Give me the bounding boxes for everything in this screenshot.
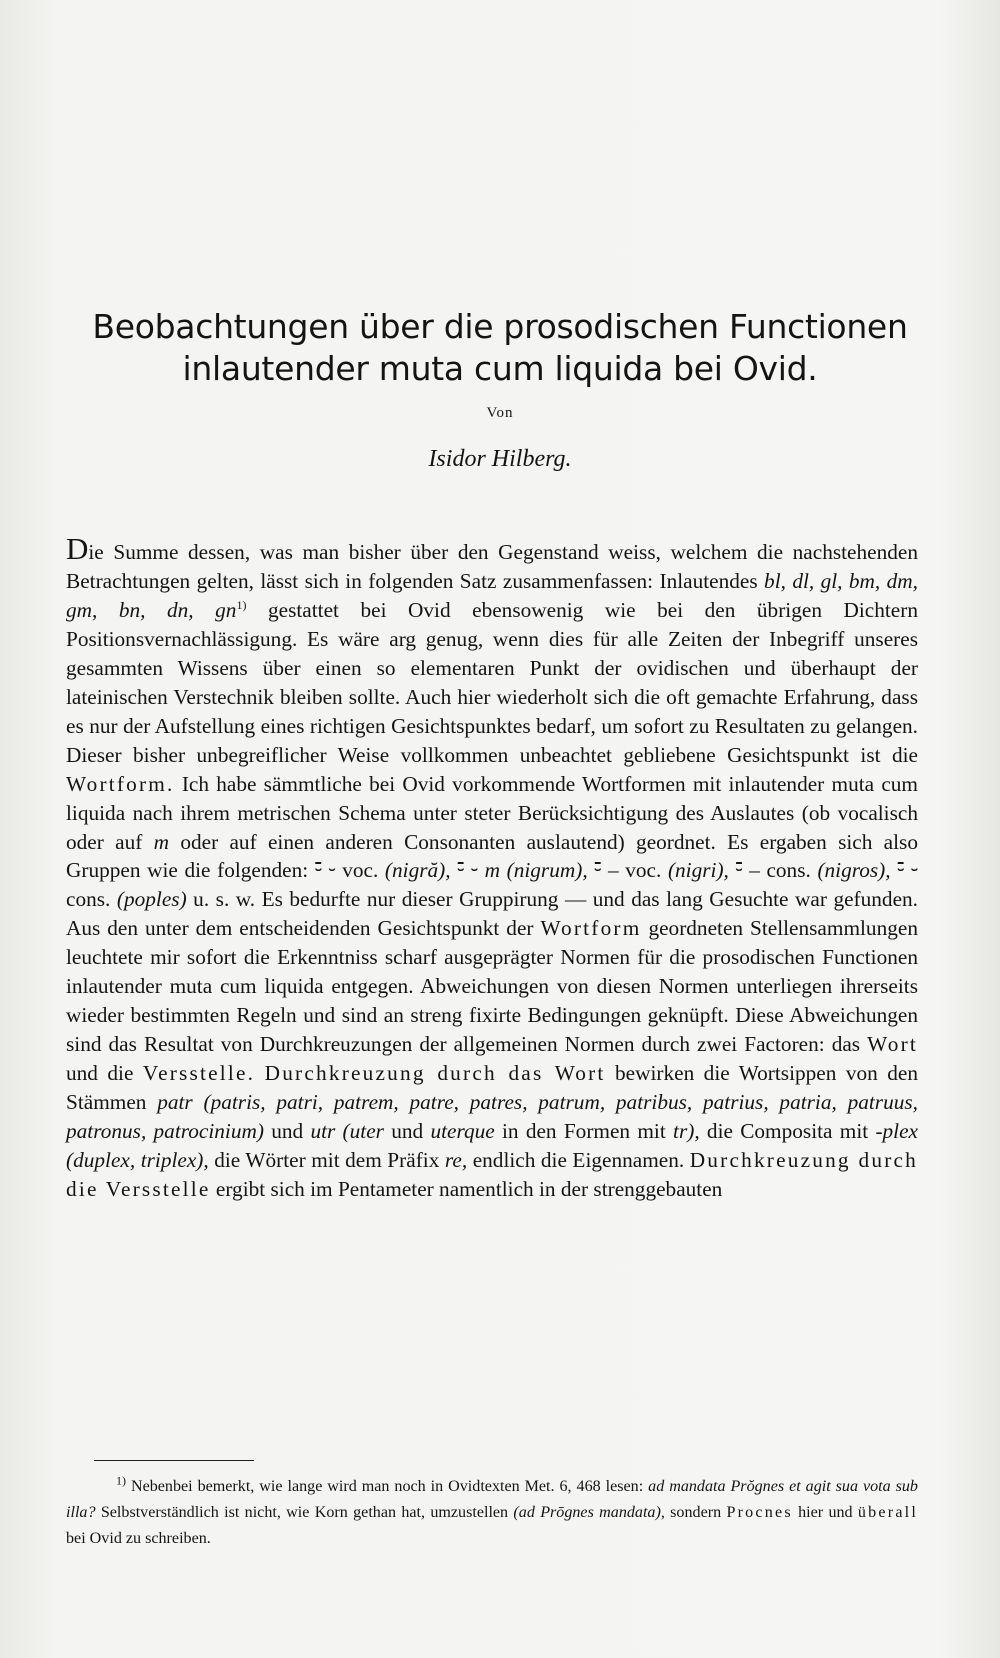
footnote-text-span: sondern: [664, 1504, 727, 1521]
body-text-span: in den Formen mit: [494, 1119, 674, 1144]
example-word: (nigră),: [384, 858, 451, 883]
emphasis-durchkreuzung-wort: Durchkreuzung durch das Wort: [264, 1061, 606, 1086]
emphasis-durchkreuzung-versstelle: Durchkreuzung durch die Versstelle: [66, 1148, 918, 1201]
plex-list: -plex (duplex, triplex),: [66, 1119, 919, 1173]
footnote-rule: [94, 1460, 254, 1461]
title-line-1: Beobachtungen über die prosodischen Functionen: [92, 307, 908, 346]
body-text-span: endlich die Eigennamen.: [467, 1148, 690, 1173]
footnote-text-span: bei Ovid zu schreiben.: [66, 1530, 211, 1547]
metrical-symbol: ⏑̄ ⏑: [314, 858, 336, 883]
emphasis-versstelle: Versstelle.: [142, 1061, 256, 1086]
article-title: [40, 306, 960, 390]
example-word: (nigri),: [667, 858, 729, 883]
utr-stem: utr (uter: [310, 1119, 384, 1144]
body-paragraph: [66, 531, 919, 1204]
footnote-quote: ad mandata Prŏgnes et agit sua vota sub illa?: [66, 1478, 918, 1521]
italic-m: m: [153, 829, 170, 854]
italic-m: m: [484, 858, 500, 883]
body-text-span: und: [263, 1119, 311, 1144]
body-text-span: und: [383, 1119, 431, 1144]
body-text-span: Ich habe sämmtliche bei Ovid vorkommende Wortformen mit inlautender muta cum liquida nach ihrem metrischen Schema unter steter Berücksichtigung des Auslautes (ob vocalisch oder auf: [66, 771, 918, 854]
metrical-symbol: ⏑̄ –: [728, 858, 767, 883]
body-text-span: bewirken die Wortsippen von den Stämmen: [66, 1061, 918, 1115]
metrical-symbol: ⏑̄ ⏑: [450, 858, 485, 883]
example-word: (nigrum),: [506, 858, 588, 883]
patr-list: patr (patris, patri, patrem, patre, patres, patrum, patribus, patrius, patria, patruus, patronus, patrocinium): [66, 1090, 918, 1144]
tr-cluster: tr),: [673, 1119, 700, 1144]
emphasis-ueberall: überall: [857, 1504, 919, 1521]
emphasis-wort: Wort: [867, 1032, 918, 1057]
re-prefix: re,: [444, 1148, 468, 1173]
footnote: [66, 1474, 918, 1552]
footnote-text-span: hier und: [792, 1504, 858, 1521]
example-word: (nigros),: [817, 858, 891, 883]
footnote-marker: 1): [116, 1473, 126, 1488]
body-text-span: cons.: [66, 887, 117, 912]
body-text-span: und die: [66, 1061, 143, 1086]
metrical-symbol: ⏑̄ –: [587, 858, 619, 883]
body-text-span: ie Summe dessen, was man bisher über den Gegenstand weiss, welchem die nachstehenden Betrachtungen gelten, lässt sich in folgenden Satz zusammenfassen: Inlautendes: [66, 540, 918, 593]
body-text-span: [255, 1061, 264, 1085]
body-text-span: die Composita mit: [699, 1119, 876, 1144]
body-text-span: oder auf einen anderen Consonanten auslautend) geordnet. Es ergaben sich also Gruppen wie die folgenden:: [66, 829, 918, 883]
body-text-span: voc.: [618, 858, 668, 883]
body-text-span: gestattet bei Ovid ebensowenig wie bei den übrigen Dichtern Positionsvernachlässigung. Es wäre arg genug, wenn dies für alle Zeiten der Inbegriff unseres gesammten Wissens über einen so elementaren Punkt der ovidischen und überhaupt der lateinischen Verstechnik bleiben sollte. Auch hier wiederholt sich die oft gemachte Erfahrung, dass es nur der Aufstellung eines richtigen Gesichtspunktes bedarf, um sofort zu Resultaten zu gelangen. Dieser bisher unbegreiflicher Weise vollkommen unbeachtet gebliebene Gesichtspunkt ist die: [66, 597, 918, 767]
footnote-text-span: Selbstverständlich ist nicht, wie Korn gethan hat, umzustellen: [95, 1504, 514, 1521]
body-text-span: u. s. w. Es bedurfte nur dieser Gruppirung — und das lang Gesuchte war gefunden. Aus den unter dem entscheidenden Gesichtspunkt der: [66, 887, 919, 941]
body-text-span: ergibt sich im Pentameter namentlich in der strenggebauten: [210, 1176, 723, 1201]
metrical-symbol: ⏑̄ ⏑: [890, 858, 918, 883]
footnote-ref: 1): [236, 597, 247, 612]
drop-cap: D: [66, 531, 89, 566]
body-text-span: cons.: [766, 858, 818, 883]
author-name: Isidor Hilberg.: [428, 446, 572, 472]
emphasis-wortform: Wortform.: [66, 771, 175, 796]
cluster-list: bl, dl, gl, bm, dm, gm, bn, dn, gn: [66, 568, 919, 622]
example-word: (poples): [116, 887, 187, 912]
emphasis-wortform: Wortform: [540, 916, 642, 941]
body-text-span: geordneten Stellensammlungen leuchtete mir sofort die Erkenntniss scharf ausgeprägter Normen für die prosodischen Functionen inlautender muta cum liquida entgegen. Abweichungen von diesen Normen unterliegen ihrerseits wieder bestimmten Regeln und sind an streng fixirte Bedingungen geknüpft. Diese Abweichungen sind das Resultat von Durchkreuzungen der allgemeinen Normen durch zwei Factoren: das: [66, 916, 918, 1057]
footnote-text-span: Nebenbei bemerkt, wie lange wird man noch in Ovidtexten Met. 6, 468 lesen:: [126, 1478, 649, 1495]
uterque-word: uterque: [430, 1119, 495, 1144]
body-text-span: die Wörter mit dem Präfix: [208, 1148, 445, 1173]
title-line-2: inlautender muta cum liquida bei Ovid.: [182, 349, 818, 388]
body-text-span: voc.: [335, 858, 385, 883]
emphasis-procnes: Procnes: [726, 1504, 793, 1521]
byline-von: Von: [486, 405, 514, 421]
footnote-quote: (ad Prōgnes mandata),: [513, 1504, 665, 1521]
